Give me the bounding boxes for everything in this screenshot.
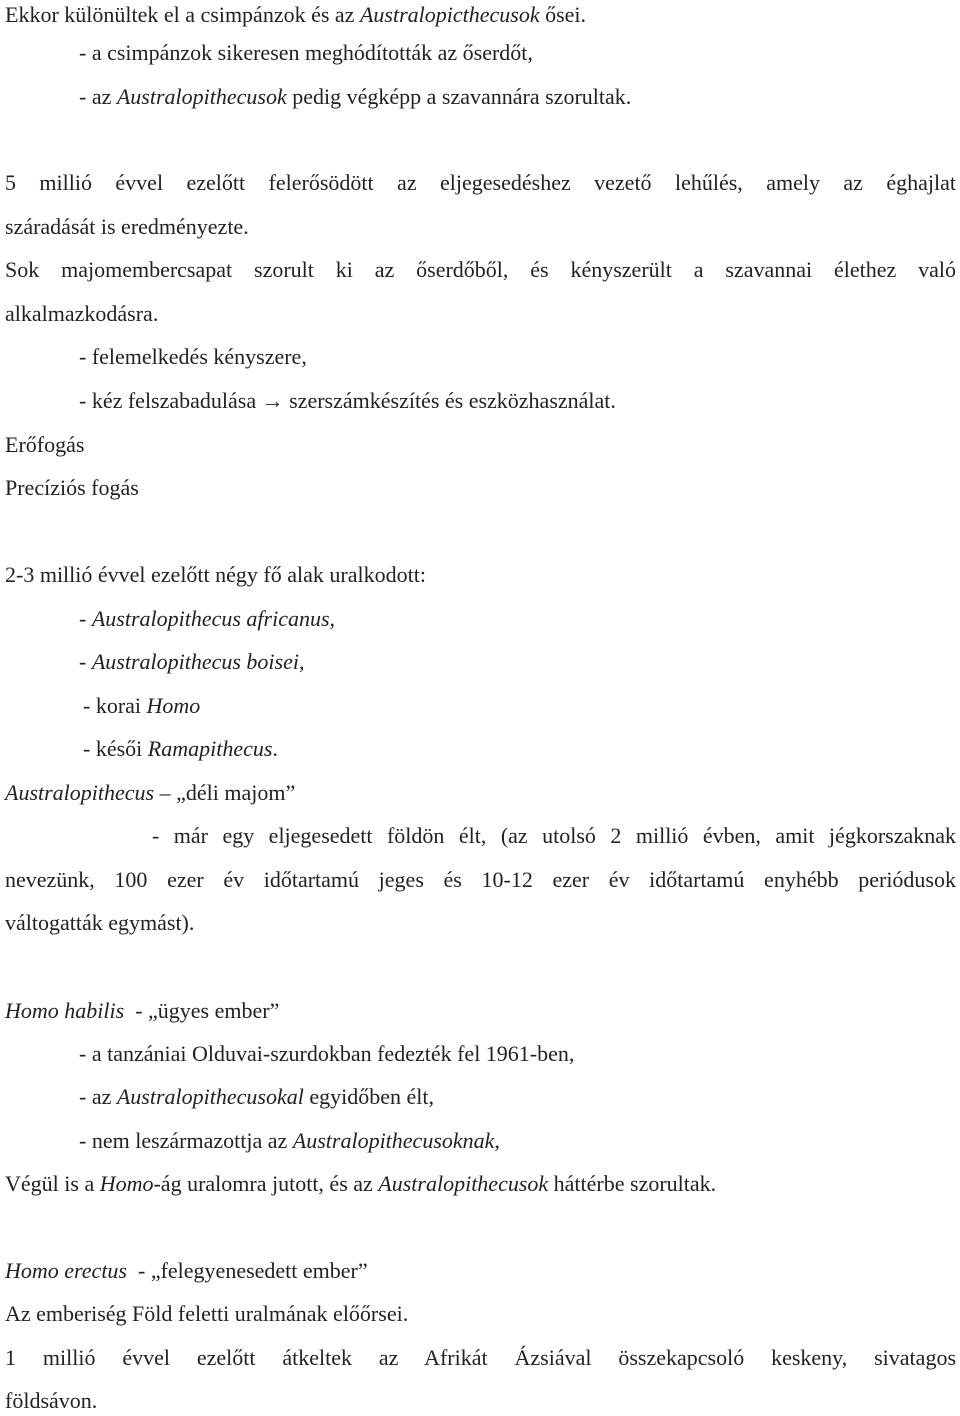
text-line: 5 millió évvel ezelőtt felerősödött az eljegesedéshez vezető lehűlés, amely az éghajlat [5,170,956,195]
text-run: - késői [83,736,148,761]
text-line [79,647,956,677]
text-line [5,778,956,808]
text-run: háttérbe szorultak. [548,1171,717,1196]
italic-term: Australopithecusok [378,1171,549,1196]
italic-term: Homo erectus [5,1258,127,1283]
italic-term: Australopicthecusok [359,2,540,27]
text-run: Végül is a [5,1171,100,1196]
text-line [79,82,956,112]
text-line [5,1169,956,1199]
text-line: 2-3 millió évvel ezelőtt négy fő alak uralkodott: [5,562,426,587]
text-line: - a csimpánzok sikeresen meghódították az őserdőt, [79,40,533,65]
text-line [79,1126,956,1156]
text-run: , [298,649,305,674]
text-run: . [272,736,278,761]
text-line: - kéz felszabadulása → szerszámkészítés és eszközhasználat. [79,388,616,413]
text-run: egyidőben élt, [303,1084,434,1109]
italic-term: Homo [146,693,201,718]
text-line [79,1082,956,1112]
text-line: nevezünk, 100 ezer év időtartamú jeges és 10-12 ezer év időtartamú enyhébb periódusok [5,867,956,892]
text-run: pedig végképp a szavannára szorultak. [286,84,632,109]
text-line: száradását is eredményezte. [5,214,249,239]
italic-term: Australopithecus boisei [91,649,299,674]
text-line: Precíziós fogás [5,475,139,500]
text-run: - [79,606,92,631]
italic-term: Australopithecusok [116,84,287,109]
text-run: - az [79,84,117,109]
text-run: - „felegyenesedett ember” [127,1258,368,1283]
text-run: ősei. [539,2,587,27]
italic-term: Australopithecus africanus [91,606,330,631]
italic-term: Homo habilis [5,998,125,1023]
text-run: - „ügyes ember” [124,998,280,1023]
text-line: 1 millió évvel ezelőtt átkeltek az Afrikát Ázsiával összekapcsoló keskeny, sivatagos [5,1345,956,1370]
text-run: - nem leszármazottja az [79,1128,293,1153]
text-line [5,1256,956,1286]
text-line: földsávon. [5,1388,98,1413]
text-line: - már egy eljegesedett földön élt, (az utolsó 2 millió évben, amit jégkorszaknak [152,823,956,848]
text-line: alkalmazkodásra. [5,301,159,326]
text-run: , [329,606,336,631]
text-line [5,996,956,1026]
text-line [79,604,956,634]
text-line: Erőfogás [5,432,85,457]
text-line [83,691,956,721]
text-run: -ág uralomra jutott, és az [153,1171,379,1196]
text-line: - a tanzániai Olduvai-szurdokban fedezték fel 1961-ben, [79,1041,575,1066]
text-line: Sok majomembercsapat szorult ki az őserdőből, és kényszerült a szavannai élethez való [5,257,956,282]
text-run: - az [79,1084,117,1109]
italic-term: Homo [99,1171,154,1196]
italic-term: Australopithecusoknak, [292,1128,500,1153]
text-run: Ekkor különültek el a csimpánzok és az [5,2,360,27]
italic-term: Ramapithecus [147,736,273,761]
italic-term: Australopithecus [5,780,155,805]
text-run: - [79,649,92,674]
text-line [83,734,956,764]
text-line [5,0,956,30]
text-line: Az emberiség Föld feletti uralmának előőrsei. [5,1301,409,1326]
italic-term: Australopithecusokal [116,1084,304,1109]
text-line: - felemelkedés kényszere, [79,344,307,369]
text-run: – „déli majom” [154,780,296,805]
text-line: váltogatták egymást). [5,910,195,935]
text-run: - korai [83,693,147,718]
